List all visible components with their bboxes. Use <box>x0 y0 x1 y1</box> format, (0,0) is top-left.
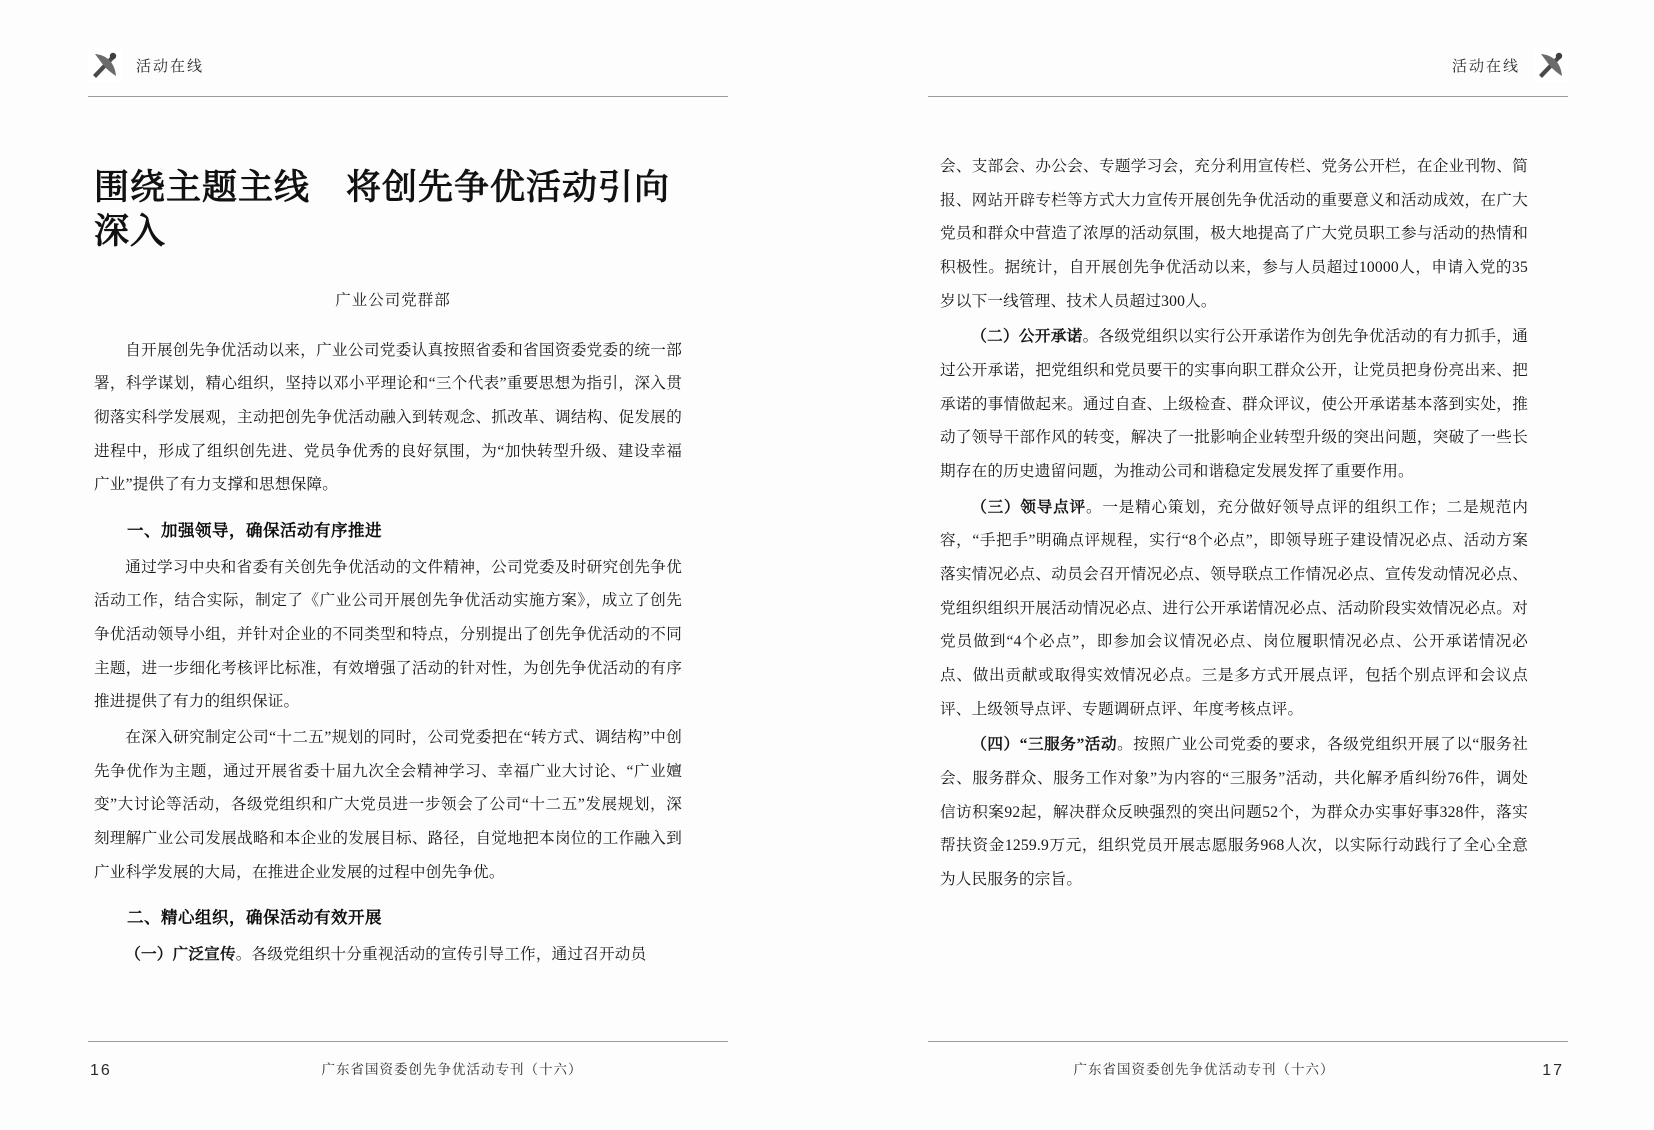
header-rule-right <box>928 96 1568 97</box>
item-text: 。各级党组织十分重视活动的宣传引导工作，通过召开动员 <box>235 945 647 963</box>
paragraph: 通过学习中央和省委有关创先争优活动的文件精神，公司党委及时研究创先争优活动工作，结合实际，制定了《广业公司开展创先争优活动实施方案》，成立了创先争优活动领导小组，并针对企业的不同类型和特点，分别提出了创先争优活动的不同主题，进一步细化考核评比标准，有效增强了活动的针对性，为创先争优活动的有序推进提供了有力的组织保证。 <box>94 558 682 711</box>
hammer-sickle-party-emblem-icon <box>88 48 122 82</box>
item-lead: （三）领导点评 <box>971 498 1086 516</box>
item-lead: （四）“三服务”活动 <box>971 736 1118 754</box>
journal-title-right: 广东省国资委创先争优活动专刊（十六） <box>1073 1062 1335 1077</box>
item-text: 。各级党组织以实行公开承诺作为创先争优活动的有力抓手，通过公开承诺，把党组织和党员要干的实事向职工群众公开，让党员把身份亮出来、把承诺的事情做起来。通过自查、上级检查、群众评议，使公开承诺基本落到实处，推动了领导干部作风的转变，解决了一批影响企业转型升级的突出问题，突破了一些长期存在的历史遗留问题，为推动公司和谐稳定发展发挥了重要作用。 <box>940 328 1528 481</box>
hammer-sickle-party-emblem-icon <box>1534 48 1568 82</box>
paragraph: 在深入研究制定公司“十二五”规划的同时，公司党委把在“转方式、调结构”中创先争优作为主题，通过开展省委十届九次全会精神学习、幸福广业大讨论、“广业嬗变”大讨论等活动，各级党组织和广大党员进一步领会了公司“十二五”发展规划，深刻理解广业公司发展战略和本企业的发展目标、路径，自觉地把本岗位的工作融入到广业科学发展的大局，在推进企业发展的过程中创先争优。 <box>94 728 682 881</box>
section-heading-two: 二、精心组织，确保活动有效开展 <box>127 908 382 928</box>
left-page-column <box>94 150 682 974</box>
item-text: 。按照广业公司党委的要求，各级党组织开展了以“服务社会、服务群众、服务工作对象”为内容的“三服务”活动，共化解矛盾纠纷76件，调处信访积案92起，解决群众反映强烈的突出问题52个，为群众办实事好事328件，落实帮扶资金1259.9万元，组织党员开展志愿服务968人次，以实际行动践行了全心全意为人民服务的宗旨。 <box>940 736 1528 889</box>
section-heading-one: 一、加强领导，确保活动有序推进 <box>127 520 382 540</box>
journal-title-left: 广东省国资委创先争优活动专刊（十六） <box>321 1062 583 1077</box>
item-lead: （一）广泛宣传 <box>125 945 236 963</box>
running-head-label: 活动在线 <box>1451 57 1520 75</box>
paragraph: 自开展创先争优活动以来，广业公司党委认真按照省委和省国资委党委的统一部署，科学谋划，精心组织，坚持以邓小平理论和“三个代表”重要思想为指引，深入贯彻落实科学发展观，主动把创先争优活动融入到转观念、抓改革、调结构、促发展的进程中，形成了组织创先进、党员争优秀的良好氛围，为“加快转型升级、建设幸福广业”提供了有力支撑和思想保障。 <box>94 341 682 494</box>
right-page-column <box>940 150 1528 899</box>
paragraph-item <box>940 491 1528 727</box>
paragraph-continuation: 会、支部会、办公会、专题学习会，充分利用宣传栏、党务公开栏，在企业刊物、简报、网站开辟专栏等方式大力宣传开展创先争优活动的重要意义和活动成效，在广大党员和群众中营造了浓厚的活动氛围，极大地提高了广大党员职工参与活动的热情和积极性。据统计，自开展创先争优活动以来，参与人员超过10000人，申请入党的35岁以下一线管理、技术人员超过300人。 <box>940 158 1528 310</box>
page-number-right: 17 <box>1542 1062 1564 1079</box>
paragraph-item <box>94 938 682 972</box>
paragraph-item <box>940 320 1528 488</box>
item-text: 。一是精心策划，充分做好领导点评的组织工作；二是规范内容，“手把手”明确点评规程，实行“8个必点”，即领导班子建设情况必点、活动方案落实情况必点、动员会召开情况必点、领导联点工作情况必点、宣传发动情况必点、党组织组织开展活动情况必点、进行公开承诺情况必点、活动阶段实效情况必点。对党员做到“4个必点”，即参加会议情况必点、岗位履职情况必点、公开承诺情况必点、做出贡献或取得实效情况必点。三是多方式开展点评，包括个别点评和会议点评、上级领导点评、专题调研点评、年度考核点评。 <box>940 498 1528 718</box>
footer-rule-right <box>928 1041 1568 1042</box>
byline: 广业公司党群部 <box>335 291 451 309</box>
running-head-label: 活动在线 <box>136 57 205 75</box>
footer-rule-left <box>88 1041 728 1042</box>
page-number-left: 16 <box>90 1062 112 1079</box>
page-title: 围绕主题主线 将创先争优活动引向深入 <box>94 168 671 251</box>
header-rule-left <box>88 96 728 97</box>
running-head-right <box>1452 48 1568 82</box>
paragraph-item <box>940 728 1528 896</box>
item-lead: （二）公开承诺 <box>971 328 1083 346</box>
running-head-left <box>88 48 204 82</box>
